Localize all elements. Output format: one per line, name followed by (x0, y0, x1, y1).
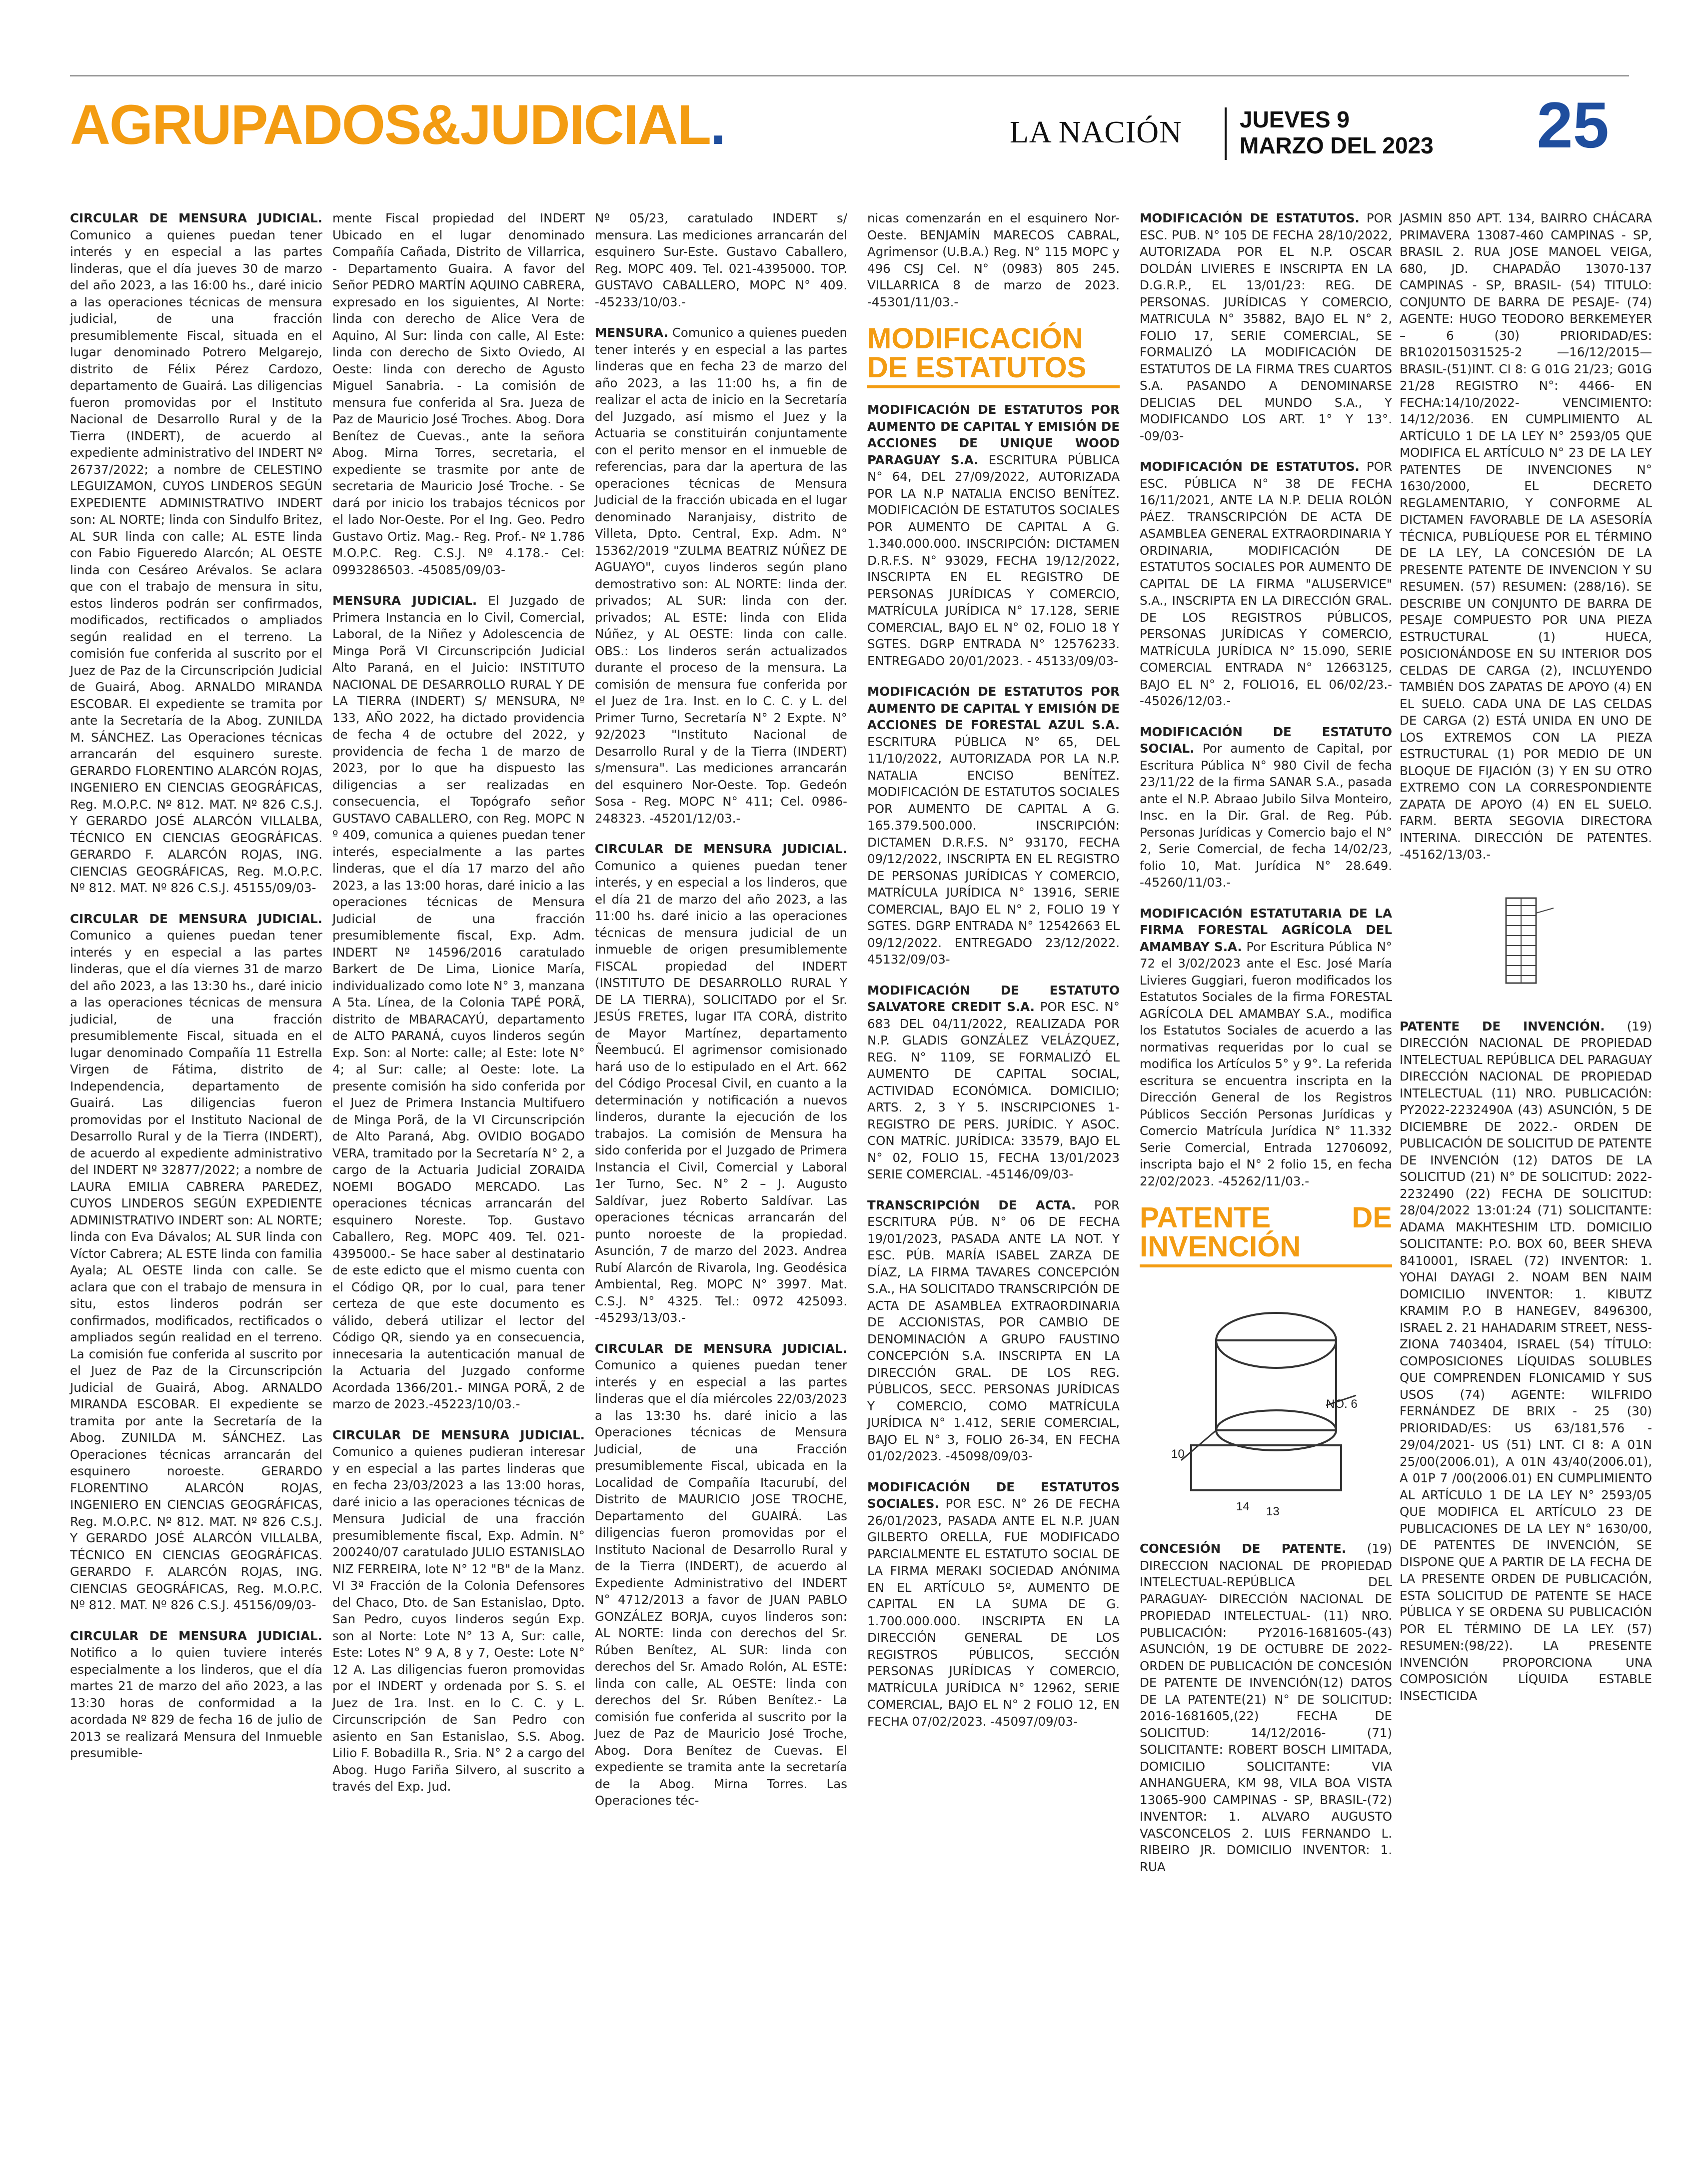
notice-heading: CIRCULAR DE MENSURA JUDICIAL. (70, 211, 322, 225)
notice-body: Nº 05/23, caratulado INDERT s/ mensura. Las mediciones arrancarán del esquinero Sur-Este. Gustavo Caballero, Reg. MOPC 409. Tel. 021-4395000. TOP. GUSTAVO CABALLERO, MOPC N° 409. -45233/10/03.- (595, 211, 847, 309)
notice-body: POR ESC. N° 26 DE FECHA 26/01/2023, PASADA ANTE EL N.P. JUAN GILBERTO ORELLA, FUE MODIFICADO PARCIALMENTE EL ESTATUTO SOCIAL DE LA FIRMA MERAKI SOCIEDAD ANÓNIMA EN EL ARTÍCULO 5º, AUMENTO DE CAPITAL EN LA SUMA DE G. 1.700.000.000. INSCRIPTA EN LA DIRECCIÓN GENERAL DE LOS REGISTROS PÚBLICOS, SECCIÓN PERSONAS JURÍDICAS Y COMERCIO, MATRÍCULA JURÍDICA N° 12962, SERIE COMERCIAL, BAJO EL N° 2 FOLIO 12, EN FECHA 07/02/2023. -45097/09/03- (867, 1496, 1120, 1729)
notice-body: Por Escritura Pública N° 72 el 3/02/2023 ante el Esc. José María Livieres Guggiari, fueron modificados los Estatutos Sociales de la firma FORESTAL AGRÍCOLA DEL AMAMBAY S.A., modifica los Estatutos Sociales de acuerdo a las normativas requeridas por lo cual se modifica los Artículos 5° y 9°. La referida escritura se encuentra inscripta en la Dirección General de los Registros Públicos Sección Personas Jurídicas y Comercio Matrícula Jurídica N° 11.332 Serie Comercial, Entrada 12706092, inscripta bajo el N° 2 folio 15, en fecha 22/02/2023. -45262/11/03.- (1140, 939, 1393, 1188)
notice-heading: MODIFICACIÓN DE ESTATUTOS. (1140, 211, 1360, 225)
notice-body: Comunico a quienes pudieran interesar y en especial a las partes linderas que en fecha 23/03/2023 a las 13:00 horas, daré inicio a las operaciones técnicas de Mensura Judicial de una fracción presumiblemente fiscal, Exp. Admin. N° 200240/07 caratulado JULIO ESTANISLAO NIZ FERREIRA, lote N° 12 "B" de la Manz. VI 3ª Fracción de la Colonia Defensores del Chaco, Dto. de San Estanislao, Dpto. San Pedro, cuyos linderos según Exp. son al Norte: Lote N° 13 A, Sur: calle, Este: Lotes N° 9 A, 8 y 7, Oeste: Lote N° 12 A. Las diligencias fueron promovidas por el INDERT y ordenada por S. S. el Juez de 1ra. Inst. en lo C. C. y L. Circunscripción de San Pedro con asiento en San Estanislao, S.S. Abog. Lilio F. Bobadilla R., Sria. N° 2 a cargo del Abog. Hugo Fariña Silvero, al suscrito a través del Exp. Jud. (332, 1444, 585, 1794)
notice (595, 841, 847, 1326)
notice-body: Comunico a quienes puedan tener interés, y en especial a los linderos, que el día 21 de marzo del año 2023, a las 11:00 hs. daré inicio a las operaciones técnicas de mensura judicial de un inmueble de origen presumiblemente FISCAL propiedad del INDERT (INSTITUTO DE DESARROLLO RURAL Y DE LA TIERRA), SOLICITADO por el Sr. JESÚS FRETES, lugar ITA CORÁ, distrito de Mayor Martínez, departamento Ñeembucú. El agrimensor comisionado hará uso de lo estipulado en el Art. 662 del Código Procesal Civil, en cuanto a la determinación y notificación a nuevos linderos, durante la ejecución de los trabajos. La comisión de Mensura ha sido conferida por el Juzgado de Primera Instancia el Civil, Comercial y Laboral 1er Turno, Sec. N° 2 – J. Augusto Saldívar, juez Roberto Saldívar. Las operaciones técnicas arrancarán del punto noroeste de la propiedad. Asunción, 7 de marzo del 2023. Andrea Rubí Alarcón de Rivarola, Ing. Geodésica Ambiental, Reg. MOPC N° 3997. Mat. C.S.J. N° 4325. Tel.: 0972 425093. -45293/13/03.- (595, 858, 847, 1325)
notice (1140, 458, 1392, 710)
drawing-reference-label: 14 (1236, 1500, 1250, 1513)
notice-body: Comunico a quienes pueden tener interés y en especial a las partes linderas que en fecha 23 de marzo del año 2023, a las 11:00 hs, a fin de realizar el acta de inicio en la Secretaría del Juzgado, así mismo el Juez y la Actuaria se constituirán conjuntamente con el perito mensor en el inmueble de referencias, para dar la apertura de las operaciones técnicas de Mensura Judicial de la fracción ubicada en el lugar denominado Naranjaisy, distrito de Villeta, Dpto. Central, Exp. Adm. N° 15362/2019 "ZULMA BEATRIZ NÚÑEZ DE AGUAYO", cuyos linderos según plano demostrativo son: AL NORTE: linda der. privados; AL SUR: linda con der. privados; AL ESTE: linda con Elida Núñez, y AL OESTE: linda con calle. OBS.: Los linderos serán actualizados durante el proceso de la mensura. La comisión de mensura fue conferida por el Juez de 1ra. Inst. en lo C. C. y L. del Primer Turno, Secretaría N° 2 Expte. N° 92/2023 "Instituto Nacional de Desarrollo Rural y de la Tierra (INDERT) s/mensura". Las mediciones arrancarán del esquinero Nor-Oeste. Top. Gedeón Sosa - Reg. MOPC N° 411; Cel. 0986-248323. -45201/12/03.- (595, 325, 847, 826)
notice-heading: PATENTE DE INVENCIÓN. (1400, 1019, 1605, 1034)
notice (867, 683, 1120, 968)
notice (867, 982, 1120, 1183)
notice-heading: TRANSCRIPCIÓN DE ACTA. (867, 1197, 1076, 1212)
notice (595, 1340, 847, 1809)
patent-drawing-structure (1491, 893, 1561, 988)
notice (332, 592, 585, 1413)
newspaper-logo: LA NACIÓN (1010, 115, 1182, 149)
notice-heading: MODIFICACIÓN DE ESTATUTOS SOCIALES. (867, 1479, 1120, 1511)
notice (1140, 905, 1392, 1190)
notice-body: Por aumento de Capital, por Escritura Pública N° 980 Civil de fecha 23/11/22 de la firma SANAR S.A., pasada ante el N.P. Abraao Jubilo Silva Monteiro, Insc. en la Dir. Gral. de Reg. Púb. Personas Jurídicas y Comercio bajo el N° 2, Serie Comercial, de fecha 14/02/23, folio 10, Mat. Jurídica N° 28.649. -45260/11/03.- (1140, 741, 1393, 890)
notice-heading: MODIFICACIÓN DE ESTATUTOS POR AUMENTO DE CAPITAL Y EMISIÓN DE ACCIONES DE UNIQUE WOOD PARAGUAY S.A. (867, 402, 1120, 467)
notice (332, 210, 585, 578)
notice (1140, 1540, 1392, 1875)
notice (332, 1427, 585, 1795)
notice (70, 911, 322, 1614)
notice-heading: CIRCULAR DE MENSURA JUDICIAL. (70, 1628, 322, 1643)
notice-heading: MODIFICACIÓN DE ESTATUTOS. (1140, 459, 1360, 474)
patent-drawing-weighing-bar (1161, 1280, 1371, 1520)
notice (70, 210, 322, 897)
column-6 (1400, 210, 1652, 1718)
notice (867, 1479, 1120, 1730)
notice-body: POR ESC. PUB. N° 105 DE FECHA 28/10/2022, AUTORIZADA POR EL N.P. OSCAR DOLDÁN LIVIERES E INSCRIPTA EN LA D.G.R.P., EL 13/01/23: REG. DE PERSONAS. JURÍDICAS Y COMERCIO, MATRICULA N° 35882, BAJO EL N° 2, FOLIO 17, SERIE COMERCIAL, SE FORMALIZÓ LA MODIFICACIÓN DE ESTATUTOS DE LA FIRMA TRES CUARTOS S.A. PASANDO A DENOMINARSE DELICIAS DEL MUNDO S.A., Y MODIFICANDO LOS ART. 1° Y 13°. -09/03- (1140, 211, 1392, 443)
notice-body: POR ESC. N° 683 DEL 04/11/2022, REALIZADA POR N.P. GLADIS GONZÁLEZ VELÁZQUEZ, REG. N° 1109, SE FORMALIZÓ EL AUMENTO DE CAPITAL SOCIAL, ACTIVIDAD ECONÓMICA. DOMICILIO; ARTS. 2, 3 Y 5. INSCRIPCIONES 1- REGISTRO DE PERS. JURÍDIC. Y ASOC. CON MATRÍC. JURÍDICA: 33579, BAJO EL N° 02, FOLIO 15, FECHA 13/01/2023 SERIE COMERCIAL. -45146/09/03- (867, 1000, 1120, 1181)
notice-body: Comunico a quienes puedan tener interés y en especial a las partes linderas, que el día viernes 31 de marzo del año 2023, a las 13:30 hs., daré inicio a las operaciones técnicas de mensura judicial, de una fracción presumiblemente Fiscal, situada en el lugar denominado Compañía 11 Estrella Virgen de Fátima, distrito de Independencia, departamento de Guairá. Las diligencias fueron promovidas por el Instituto Nacional de Desarrollo Rural y de la Tierra (INDERT), de acuerdo al expediente administrativo del INDERT Nº 32877/2022; a nombre de LAURA EMILIA CABRERA PAREDEZ, CUYOS LINDEROS SEGÚN EXPEDIENTE ADMINISTRATIVO INDERT son: AL NORTE; linda con Eva Dávalos; AL SUR linda con Víctor Cabrera; AL ESTE linda con familia Ayala; AL OESTE linda con calle. Se aclara que con el trabajo de mensura in situ, estos linderos podrán ser confirmados, modificados, rectificados o ampliados según realidad en el terreno. La comisión fue conferida al suscrito por el Juez de Paz de la Circunscripción Judicial de Guairá, Abog. ARNALDO MIRANDA ESCOBAR. El expediente se tramita por ante la Secretaría de la Abog. ZUNILDA M. SÁNCHEZ. Las Operaciones técnicas arrancarán del esquinero noroeste. GERARDO FLORENTINO ALARCÓN ROJAS, INGENIERO EN CIENCIAS GEOGRÁFICAS, Reg. M.O.P.C. Nº 812. MAT. Nº 826 C.S.J. Y GERARDO JOSÉ ALARCÓN VILLALBA, TÉCNICO EN CIENCIAS GEOGRÁFICAS. GERARDO F. ALARCÓN ROJAS, ING. CIENCIAS GEOGRÁFICAS, Reg. M.O.P.C. Nº 812. MAT. Nº 826 C.S.J. 45156/09/03- (70, 928, 322, 1612)
notice (867, 210, 1120, 310)
top-rule (70, 75, 1629, 76)
notice-heading: CIRCULAR DE MENSURA JUDICIAL. (595, 842, 847, 856)
patent-figure (1161, 1280, 1371, 1520)
page-number: 25 (1537, 88, 1609, 161)
notice-body: El Juzgado de Primera Instancia en lo Civil, Comercial, Laboral, de la Niñez y Adolescencia de Minga Porã VI Circunscripción Judicial Alto Paraná, en el Juicio: INSTITUTO NACIONAL DE DESARROLLO RURAL Y DE LA TIERRA (INDERT) S/ MENSURA, Nº 133, AÑO 2022, ha dictado providencia de fecha 4 de octubre del 2022, y providencia de fecha 1 de marzo de 2023, por lo que ha dispuesto las diligencias a ser realizadas en consecuencia, el Topógrafo señor GUSTAVO CABALLERO, con Reg. MOPC N º 409, comunica a quienes puedan tener interés, especialmente a las partes linderas, que el día 17 marzo del año 2023, a las 13:00 horas, daré inicio a las operaciones técnicas de Mensura Judicial de una fracción presumiblemente fiscal, Exp. Adm. INDERT Nº 14596/2016 caratulado Barkert de De Lima, Lionice María, individualizado como lote N° 3, manzana A 5ta. Línea, de la Colonia TAPÉ PORÃ, distrito de MBARACAYÚ, departamento de ALTO PARANÁ, cuyos linderos según Exp. Son: al Norte: calle; al Este: lote N° 4; al Sur: calle; al Oeste: lote. La presente comisión ha sido conferida por el Juez de Primera Instancia Multifuero de Minga Porã, de la VI Circunscripción de Alto Paraná, Abg. OVIDIO BOGADO VERA, tramitado por la Secretaría N° 2, a cargo de la Actuaria Judicial ZORAIDA NOEMI BOGADO MERCADO. Las operaciones técnicas arrancarán del esquinero Noreste. Top. Gustavo Caballero, Reg. MOPC 409. Tel. 021-4395000.- Se hace saber al destinatario de este edicto que el mismo cuenta con el Código QR, por lo cual, para tener certeza de que este documento es válido, deberá utilizar el lector del Código QR, siendo ya en consecuencia, innecesaria la autenticación manual de la Actuaria del Juzgado conforme Acordada 1366/201.- MINGA PORÃ, 2 de marzo de 2023.-45223/10/03.- (332, 593, 585, 1411)
column-3 (595, 210, 847, 1823)
notice (595, 210, 847, 310)
column-4 (867, 210, 1120, 1744)
notice-body: nicas comenzarán en el esquinero Nor-Oeste. BENJAMÍN MARECOS CABRAL, Agrimensor (U.B.A.) Reg. N° 115 MOPC y 496 CSJ Cel. N° (0983) 805 245. VILLARRICA 8 de marzo de 2023. -45301/11/03.- (867, 211, 1120, 309)
notice-body: (19) DIRECCIÓN NACIONAL DE PROPIEDAD INTELECTUAL REPÚBLICA DEL PARAGUAY DIRECCIÓN NACIONAL DE PROPIEDAD INTELECTUAL (11) NRO. PUBLICACIÓN: PY2022-2232490A (43) ASUNCIÓN, 5 DE DICIEMBRE DE 2022.- ORDEN DE PUBLICACIÓN DE SOLICITUD DE PATENTE DE INVENCIÓN (12) DATOS DE LA SOLICITUD (21) N° DE SOLICITUD: 2022-2232490 (22) FECHA DE SOLICITUD: 28/04/2022 13:01:24 (71) SOLICITANTE: ADAMA MAKHTESHIM LTD. DOMICILIO SOLICITANTE: P.O. BOX 60, BEER SHEVA 8410001, ISRAEL (72) INVENTOR: 1. YOHAI DAYAGI 2. NOAM BEN NAIM DOMICILIO INVENTOR: 1. KIBUTZ KRAMIM P.O B HANEGEV, 8496300, ISRAEL 2. 21 HAHADARIM STREET, NESS-ZIONA 7403404, ISRAEL (54) TÍTULO: COMPOSICIONES LÍQUIDAS SOLUBLES QUE COMPRENDEN FLONICAMID Y SUS USOS (74) AGENTE: WILFRIDO FERNÁNDEZ DE BRIX - 25 (30) PRIORIDAD/ES: US 63/181,576 - 29/04/2021- US (51) LNT. CI 8: A 01N 25/00(2006.01), A 01N 43/40(2006.01), A 01P 7 /00(2006.01) EN CUMPLIMIENTO AL ARTÍCULO 1 DE LA LEY N° 2593/05 QUE MODIFICA EL ARTÍCULO 23 DE PUBLICACIONES DE LA LEY N° 1630/00, DE PATENTES DE INVENCIÓN, SE DISPONE QUE A PARTIR DE LA FECHA DE LA PRESENTE ORDEN DE PUBLICACIÓN, ESTA SOLICITUD DE PATENTE SE HACE PÚBLICA Y SE ORDENA SU PUBLICACIÓN POR EL TÉRMINO DE LA LEY. (57) RESUMEN:(98/22). LA PRESENTE INVENCIÓN PROPORCIONA UNA COMPOSICIÓN LÍQUIDA ESTABLE INSECTICIDA (1400, 1019, 1652, 1703)
patent-figure (1491, 893, 1561, 988)
notice-heading: MODIFICACIÓN ESTATUTARIA DE LA FIRMA FORESTAL AGRÍCOLA DEL AMAMBAY S.A. (1140, 906, 1392, 954)
issue-date: JUEVES 9 MARZO DEL 2023 (1240, 106, 1434, 158)
notice-body: (19) DIRECCION NACIONAL DE PROPIEDAD INTELECTUAL-REPÚBLICA DEL PARAGUAY- DIRECCIÓN NACIONAL DE PROPIEDAD INTELECTUAL- (11) NRO. PUBLICACIÓN: PY2016-1681605-(43) ASUNCIÓN, 19 DE OCTUBRE DE 2022- ORDEN DE PUBLICACIÓN DE CONCESIÓN DE PATENTE DE INVENCIÓN(12) DATOS DE LA PATENTE(21) N° DE SOLICITUD: 2016-1681605,(22) FECHA DE SOLICITUD: 14/12/2016- (71) SOLICITANTE: ROBERT BOSCH LIMITADA, DOMICILIO SOLICITANTE: VIA ANHANGUERA, KM 98, VILA BOA VISTA 13065-900 CAMPINAS - SP, BRASIL-(72) INVENTOR: 1. ALVARO AUGUSTO VASCONCELOS 2. LUIS FERNANDO L. RIBEIRO JR. DOMICILIO INVENTOR: 1. RUA (1140, 1541, 1392, 1874)
notice (1400, 210, 1652, 863)
notice (595, 324, 847, 827)
section-box-heading: PATENTE DE INVENCIÓN (1140, 1203, 1392, 1267)
notice-body: JASMIN 850 APT. 134, BAIRRO CHÁCARA PRIMAVERA 13087-460 CAMPINAS - SP, BRASIL 2. RUA JOSE MANOEL VEIGA, 680, JD. CHAPADÃO 13070-137 CAMPINAS - SP, BRASIL- (54) TITULO: CONJUNTO DE BARRA DE PESAJE- (74) AGENTE: HUGO TEODORO BERKEMEYER – 6 (30) PRIORIDAD/ES: BR102015031525-2 —16/12/2015— BRASIL-(51)INT. CI 8: G 01G 21/23; G01G 21/28 REGISTRO N°: 4466- EN FECHA:14/10/2022- VENCIMIENTO: 14/12/2036. EN CUMPLIMIENTO AL ARTÍCULO 1 DE LA LEY N° 2593/05 QUE MODIFICA EL ARTÍCULO N° 23 DE LA LEY PATENTES DE INVENCIONES N° 1630/2000, EL DECRETO REGLAMENTARIO, Y CONFORME AL DICTAMEN FAVORABLE DE LA ASESORÍA TÉCNICA, PUBLÍQUESE POR EL TÉRMINO DE LA LEY, LA CONCESIÓN DE LA PRESENTE PATENTE DE INVENCION Y SU RESUMEN. (57) RESUMEN: (288/16). SE DESCRIBE UN CONJUNTO DE BARRA DE PESAJE COMPUESTO POR UNA PIEZA ESTRUCTURAL (1) HUECA, POSICIONÁNDOSE EN SU INTERIOR DOS CELDAS DE CARGA (2), INCLUYENDO TAMBIÉN DOS ZAPATAS DE APOYO (4) EN EL SUELO. CADA UNA DE LAS CELDAS DE CARGA (2) ESTÁ UNIDA EN UNO DE LOS EXTREMOS CON LA PIEZA ESTRUCTURAL (1) POR MEDIO DE UN BLOQUE DE FIJACIÓN (3) Y EN SU OTRO EXTREMO CON LA CORRESPONDIENTE ZAPATA DE APOYO (4) EN EL SUELO. FARM. BERTA SEGOVIA DIRECTORA INTERINA. DIRECCIÓN DE PATENTES. -45162/13/03.- (1400, 211, 1652, 862)
notice-body: mente Fiscal propiedad del INDERT Ubicado en el lugar denominado Compañía Cañada, Distrito de Villarrica, - Departamento Guaira. A favor del Señor PEDRO MARTÍN AQUINO CABRERA, expresado en los siguientes, Al Norte: linda con derecho de Alice Vera de Aquino, Al Sur: linda con calle, Al Este: linda con derecho de Sixto Oviedo, Al Oeste: linda con derecho de Agusto Miguel Sanabria. - La comisión de mensura fue conferida al Sra. Jueza de Paz de Mauricio José Troches. Abog. Dora Benítez de Cuevas., ante la señora Abog. Mirna Torres, secretaria, el expediente se trasmite por ante de secretaria de Mauricio José Troche. - Se dará por inicio los trabajos técnicos por el lado Nor-Oeste. Por el Ing. Geo. Pedro Gustavo Ortiz. Mag.- Reg. Prof.- Nº 1.786 M.O.P.C. Reg. C.S.J. Nº 4.178.- Cel: 0993286503. -45085/09/03- (332, 211, 585, 577)
notice-body: Notifico a lo quien tuviere interés especialmente a los linderos, que el día martes 21 de marzo del año 2023, a las 13:30 horas de conformidad a la acordada Nº 829 de fecha 16 de julio de 2013 se realizará Mensura del Inmueble presumible- (70, 1645, 322, 1760)
drawing-platform (1191, 1445, 1341, 1490)
notice-heading: MENSURA JUDICIAL. (332, 593, 477, 608)
notice-heading: CIRCULAR DE MENSURA JUDICIAL. (595, 1341, 847, 1356)
notice-heading: CIRCULAR DE MENSURA JUDICIAL. (332, 1427, 585, 1442)
notice-body: Comunico a quienes puedan tener interés y en especial a las partes linderas que el día miércoles 22/03/2023 a las 13:30 hs. daré inicio a las Operaciones técnicas de Mensura Judicial, de una Fracción presumiblemente Fiscal, ubicada en la Localidad de Compañía Itacurubí, del Distrito de MAURICIO JOSE TROCHE, Departamento del GUAIRÁ. Las diligencias fueron promovidas por el Instituto Nacional de Desarrollo Rural y de la Tierra (INDERT), de acuerdo al Expediente Administrativo del INDERT N° 4712/2013 a favor de JUAN PABLO GONZÁLEZ BORJA, cuyos linderos son: AL NORTE: linda con derechos del Sr. Rúben Benítez, AL SUR: linda con derechos del Sr. Amado Rolón, AL ESTE: linda con calle, AL OESTE: linda con derechos del Sr. Rúben Benítez.- La comisión fue conferida al suscrito por la Juez de Paz de Mauricio José Troche, Abog. Dora Benítez de Cuevas. El expediente se tramita ante la secretaría de la Abog. Mirna Torres. Las Operaciones téc- (595, 1358, 847, 1808)
notice-heading: MENSURA. (595, 325, 668, 340)
drawing-leader-line (1536, 908, 1554, 913)
notice-body: POR ESC. PÚBLICA N° 38 DE FECHA 16/11/2021, ANTE LA N.P. DELIA ROLÓN PÁEZ. TRANSCRIPCIÓN DE ACTA DE ASAMBLEA GENERAL EXTRAORDINARIA Y ORDINARIA, MODIFICACIÓN DE ESTATUTOS SOCIALES POR AUMENTO DE CAPITAL DE LA FIRMA "ALUSERVICE" S.A., INSCRIPTA EN LA DIRECCIÓN GRAL. DE LOS REGISTROS PÚBLICOS, PERSONAS JURÍDICAS Y COMERCIO, MATRÍCULA JURÍDICA N° 15.090, SERIE COMERCIAL ENTRADA N° 12663125, BAJO EL N° 2, FOLIO16, EL 06/02/23.- -45026/12/03.- (1140, 459, 1392, 708)
notice-heading: MODIFICACIÓN DE ESTATUTO SOCIAL. (1140, 724, 1392, 756)
section-box-heading: MODIFICACIÓN DE ESTATUTOS (867, 324, 1120, 388)
notice (1140, 210, 1392, 444)
notice-heading: CIRCULAR DE MENSURA JUDICIAL. (70, 911, 322, 926)
notice (867, 1197, 1120, 1465)
notice-heading: MODIFICACIÓN DE ESTATUTOS POR AUMENTO DE CAPITAL Y EMISIÓN DE ACCIONES DE FORESTAL AZUL S.A. (867, 684, 1120, 732)
notice (867, 401, 1120, 669)
drawing-reference-label: 10 (1171, 1447, 1185, 1461)
notice (70, 1628, 322, 1762)
page-header (70, 88, 1629, 167)
column-1 (70, 210, 322, 1776)
section-title: AGRUPADOS&JUDICIAL. (70, 93, 725, 156)
notice-body: POR ESCRITURA PÚB. N° 06 DE FECHA 19/01/2023, PASADA ANTE LA NOT. Y ESC. PÚB. MARÍA ISABEL ZARZA DE DÍAZ, LA FIRMA TAVARES CONCEPCIÓN S.A., HA SOLICITADO TRANSCRIPCIÓN DE ACTA DE ASAMBLEA EXTRAORDINARIA DE ACCIONISTAS, POR CAMBIO DE DENOMINACIÓN A GRUPO FAUSTINO CONCEPCIÓN S.A. INSCRIPTA EN LA DIRECCIÓN GRAL. DE LOS REG. PÚBLICOS, SECC. PERSONAS JURÍDICAS Y COMERCIO, COMO MATRÍCULA JURÍDICA N° 1.412, SERIE COMERCIAL, BAJO EL N° 3, FOLIO 26-34, EN FECHA 01/02/2023. -45098/09/03- (867, 1197, 1120, 1463)
column-5 (1140, 210, 1392, 1889)
notice-heading: CONCESIÓN DE PATENTE. (1140, 1541, 1347, 1556)
notice (1400, 1018, 1652, 1705)
notice-body: ESCRITURA PÚBLICA N° 65, DEL 11/10/2022, AUTORIZADA POR LA N.P. NATALIA ENCISO BENÍTEZ. MODIFICACIÓN DE ESTATUTOS SOCIALES POR AUMENTO DE CAPITAL A G. 165.379.500.000. INSCRIPCIÓN: DICTAMEN D.R.F.S. N° 93170, FECHA 09/12/2022, INSCRIPTA EN EL REGISTRO DE PERSONAS JURÍDICAS Y COMERCIO, MATRÍCULA JURÍDICA N° 13916, SERIE COMERCIAL, BAJO EL N° 2, FOLIO 19 Y SGTES. DGRP ENTRADA N° 12542663 EL 09/12/2022. ENTREGADO 23/12/2022. 45132/09/03- (867, 734, 1120, 967)
drawing-reference-label: 13 (1266, 1505, 1280, 1518)
header-divider (1225, 107, 1227, 160)
notice (1140, 724, 1392, 891)
drawing-reference-label: NO. 6 (1326, 1397, 1358, 1411)
column-2 (332, 210, 585, 1809)
notice-heading: MODIFICACIÓN DE ESTATUTO SALVATORE CREDIT S.A. (867, 983, 1120, 1014)
notice-body: Comunico a quienes puedan tener interés y en especial a las partes linderas, que el día jueves 30 de marzo del año 2023, a las 16:00 hs., daré inicio a las operaciones técnicas de mensura judicial, de una fracción presumiblemente Fiscal, situada en el lugar denominado Potrero Melgarejo, distrito de Félix Pérez Cardozo, departamento de Guairá. Las diligencias fueron promovidas por el Instituto Nacional de Desarrollo Rural y de la Tierra (INDERT), de acuerdo al expediente administrativo del INDERT Nº 26737/2022; a nombre de CELESTINO LEGUIZAMON, CUYOS LINDEROS SEGÚN EXPEDIENTE ADMINISTRATIVO INDERT son: AL NORTE; linda con Sindulfo Britez, AL SUR linda con calle; AL ESTE linda con Fabio Figueredo Alarcón; AL OESTE linda con Cesáreo Arévalos. Se aclara que con el trabajo de mensura in situ, estos linderos podrán ser confirmados, modificados, rectificados o ampliados según realidad en el terreno. La comisión fue conferida al suscrito por el Juez de Paz de la Circunscripción Judicial de Guairá, Abog. ARNALDO MIRANDA ESCOBAR. El expediente se tramita por ante la Secretaría de la Abog. ZUNILDA M. SÁNCHEZ. Las Operaciones técnicas arrancarán del esquinero sureste. GERARDO FLORENTINO ALARCÓN ROJAS, INGENIERO EN CIENCIAS GEOGRÁFICAS, Reg. M.O.P.C. Nº 812. MAT. Nº 826 C.S.J. Y GERARDO JOSÉ ALARCÓN VILLALBA, TÉCNICO EN CIENCIAS GEOGRÁFICAS. GERARDO F. ALARCÓN ROJAS, ING. CIENCIAS GEOGRÁFICAS, Reg. M.O.P.C. Nº 812. MAT. Nº 826 C.S.J. 45155/09/03- (70, 227, 322, 895)
notice-body: ESCRITURA PÚBLICA N° 64, DEL 27/09/2022, AUTORIZADA POR LA N.P NATALIA ENCISO BENÍTEZ. MODIFICACIÓN DE ESTATUTOS SOCIALES POR AUMENTO DE CAPITAL A G. 1.340.000.000. INSCRIPCIÓN: DICTAMEN D.R.F.S. N° 93029, FECHA 19/12/2022, INSCRIPTA EN EL REGISTRO DE PERSONAS JURÍDICAS Y COMERCIO, MATRÍCULA JURÍDICA N° 17.128, SERIE COMERCIAL, BAJO EL N° 02, FOLIO 18 Y SGTES. DGRP ENTRADA N° 12576233. ENTREGADO 20/01/2023. - 45133/09/03- (867, 452, 1120, 668)
